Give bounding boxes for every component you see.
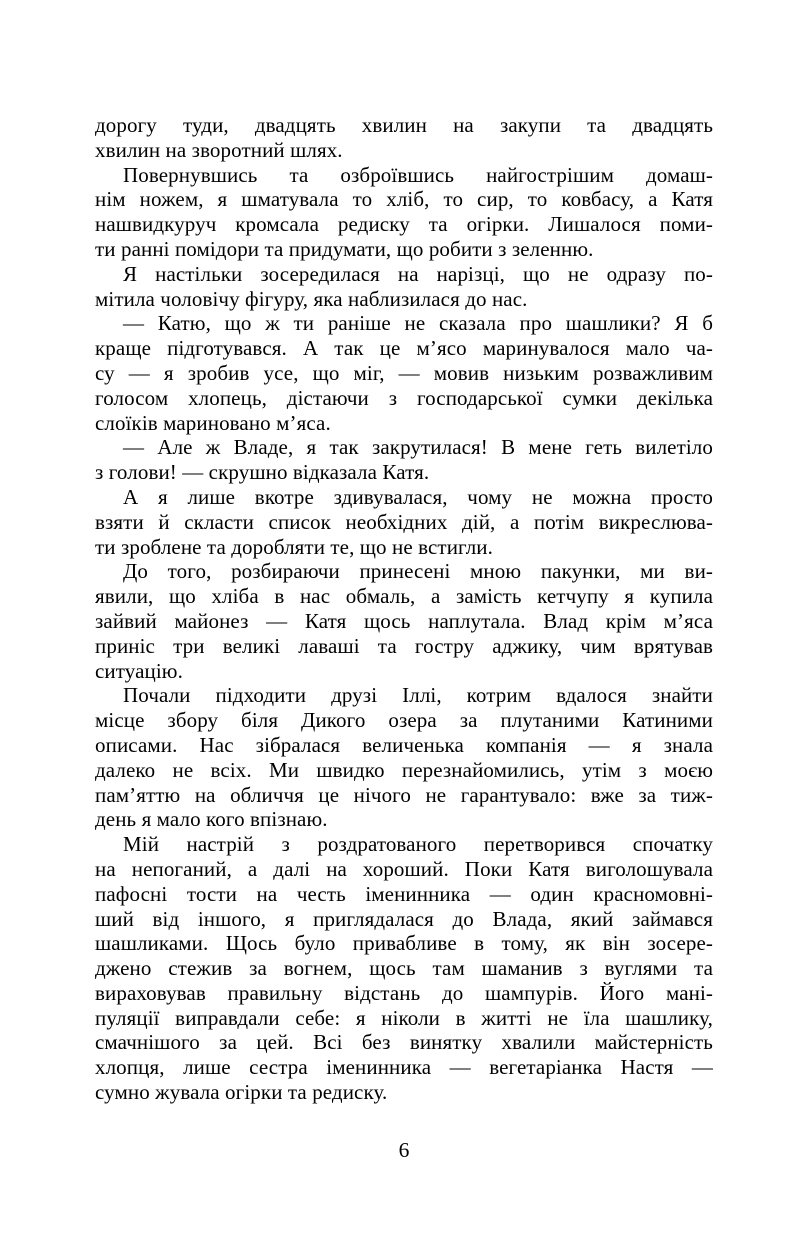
text-line: Почали підходити друзі Іллі, котрим вдалося знайти xyxy=(123,683,713,708)
text-line: на непоганий, а далі на хороший. Поки Катя виголошувала xyxy=(95,856,713,881)
text-line: су — я зробив усе, що міг, — мовив низьким розважливим xyxy=(95,360,713,385)
text-line: день я мало кого впізнаю. xyxy=(95,807,328,832)
text-line: дорогу туди, двадцять хвилин на закупи та двадцять xyxy=(95,113,713,137)
paragraph xyxy=(95,485,713,559)
text-line: смачнішого за цей. Всі без винятку хвалили майстерність xyxy=(95,1030,713,1055)
paragraph xyxy=(95,683,713,832)
paragraph xyxy=(95,832,713,1105)
text-line: пуляції виправдали себе: я ніколи в житті не їла шашлику, xyxy=(95,1005,713,1030)
text-line: джено стежив за вогнем, щось там шаманив з вуглями та xyxy=(95,956,713,981)
text-line: Повернувшись та озброївшись найгострішим домаш- xyxy=(123,162,713,187)
paragraph xyxy=(95,559,713,683)
paragraph xyxy=(95,262,713,312)
paragraph xyxy=(95,113,713,163)
text-line: нашвидкуруч кромсала редиску та огірки. Лишалося поми- xyxy=(95,212,713,237)
text-line: — Катю, що ж ти раніше не сказала про шашлики? Я б xyxy=(123,311,713,336)
page-text xyxy=(95,113,713,1105)
text-line: мітила чоловічу фігуру, яка наблизилася до нас. xyxy=(95,286,528,311)
text-line: нім ножем, я шматувала то хліб, то сир, то ковбасу, а Катя xyxy=(95,187,713,212)
text-line: взяти й скласти список необхідних дій, а потім викреслюва- xyxy=(95,509,713,534)
text-line: пафосні тости на честь іменинника — один красномовні- xyxy=(95,881,713,906)
text-line: пам’яттю на обличчя це нічого не гарантувало: вже за тиж- xyxy=(95,782,713,807)
text-line: хвилин на зворотний шлях. xyxy=(95,137,343,162)
page-number: 6 xyxy=(398,1138,410,1162)
text-line: шашликами. Щось було привабливе в тому, як він зосере- xyxy=(95,931,713,956)
text-line: місце збору біля Дикого озера за плутаними Катиними xyxy=(95,708,713,733)
text-line: голосом хлопець, дістаючи з господарської сумки декілька xyxy=(95,385,713,410)
text-line: далеко не всіх. Ми швидко перезнайомились, утім з моєю xyxy=(95,757,713,782)
text-line: ситуацію. xyxy=(95,658,183,683)
text-line: ти ранні помідори та придумати, що робити з зеленню. xyxy=(95,236,594,261)
text-line: вираховував правильну відстань до шампурів. Його мані- xyxy=(95,980,713,1005)
text-line: ший від іншого, я приглядалася до Влада, який займався xyxy=(95,906,713,931)
text-line: Я настільки зосередилася на нарізці, що не одразу по- xyxy=(123,261,713,286)
text-line: хлопця, лише сестра іменинника — вегетаріанка Настя — xyxy=(95,1055,713,1080)
text-line: з голови! — скрушно відказала Катя. xyxy=(95,460,430,485)
text-line: сумно жувала огірки та редиску. xyxy=(95,1080,388,1105)
text-line: явили, що хліба в нас обмаль, а замість кетчупу я купила xyxy=(95,584,713,609)
text-line: Мій настрій з роздратованого перетворився спочатку xyxy=(123,832,713,857)
text-line: приніс три великі лаваші та гостру аджику, чим врятував xyxy=(95,633,713,658)
text-line: До того, розбираючи принесені мною пакунки, ми ви- xyxy=(123,559,713,584)
text-line: ти зроблене та доробляти те, що не встигли. xyxy=(95,534,493,559)
paragraph xyxy=(95,311,713,435)
text-line: — Але ж Владе, я так закрутилася! В мене геть вилетіло xyxy=(123,435,713,460)
paragraph xyxy=(95,163,713,262)
text-line: зайвий майонез — Катя щось наплутала. Влад крім м’яса xyxy=(95,608,713,633)
text-line: краще підготувався. А так це м’ясо маринувалося мало ча- xyxy=(95,336,713,361)
text-line: слоїків мариновано м’яса. xyxy=(95,410,331,435)
text-line: А я лише вкотре здивувалася, чому не можна просто xyxy=(123,484,713,509)
text-line: описами. Нас зібралася величенька компанія — я знала xyxy=(95,732,713,757)
paragraph xyxy=(95,435,713,485)
